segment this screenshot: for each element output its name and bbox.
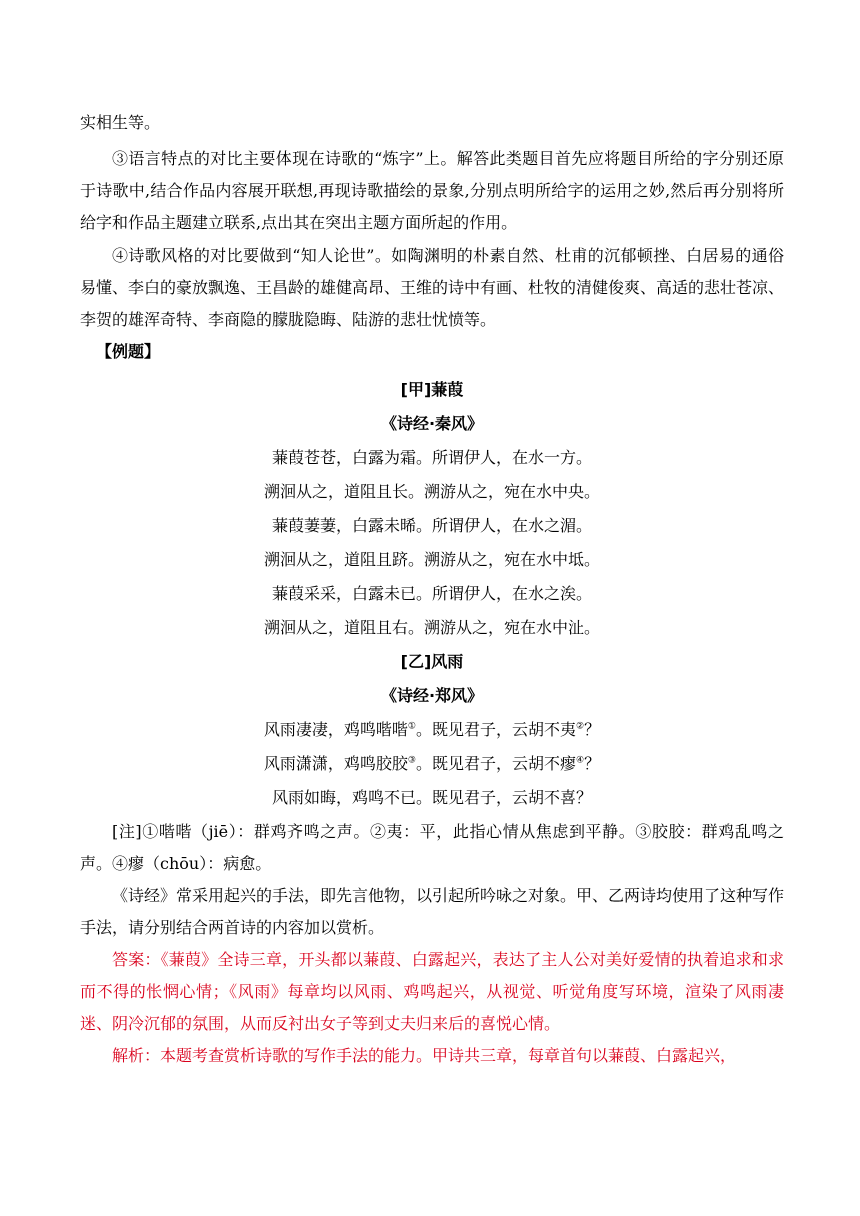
analysis-paragraph: 解析：本题考查赏析诗歌的写作手法的能力。甲诗共三章，每章首句以蒹葭、白露起兴， <box>112 1046 737 1065</box>
footnote-marker: ① <box>407 721 416 732</box>
poem-b-line: 风雨如晦，鸡鸣不已。既见君子，云胡不喜？ <box>271 788 592 807</box>
notes-paragraph: [注]①喈喈（jiē）：群鸡齐鸣之声。②夷：平，此指心情从焦虑到平静。③胶胶：群鸡乱鸣之声。④瘳（chōu）：病愈。 <box>80 822 784 873</box>
question-paragraph: 《诗经》常采用起兴的手法，即先言他物，以引起所吟咏之对象。甲、乙两诗均使用了这种写作手法，请分别结合两首诗的内容加以赏析。 <box>80 886 785 937</box>
poem-b-title: [乙]风雨 <box>400 652 464 671</box>
poem-b-line <box>80 747 784 781</box>
poem-b <box>80 645 784 815</box>
footnote-marker: ④ <box>576 755 585 766</box>
paragraph-language-features: ③语言特点的对比主要体现在诗歌的“炼字”上。解答此类题目首先应将题目所给的字分别还原于诗歌中,结合作品内容展开联想,再现诗歌描绘的景象,分别点明所给字的运用之妙,然后再分别将所给字和作品主题建立联系,点出其在突出主题方面所起的作用。 <box>80 149 784 232</box>
poem-b-text: 风雨凄凄，鸡鸣喈喈 <box>263 720 408 739</box>
poem-a <box>80 373 784 645</box>
poem-b-text: ？ <box>584 754 601 773</box>
footnote-marker: ③ <box>407 755 416 766</box>
poem-b-line <box>80 713 784 747</box>
paragraph-poetry-style: ④诗歌风格的对比要做到“知人论世”。如陶渊明的朴素自然、杜甫的沉郁顿挫、白居易的通俗易懂、李白的豪放飘逸、王昌龄的雄健高昂、王维的诗中有画、杜牧的清健俊爽、高适的悲壮苍凉、李贺的雄浑奇特、李商隐的朦胧隐晦、陆游的悲壮忧愤等。 <box>80 246 785 329</box>
poem-a-line: 蒹葭萋萋，白露未晞。所谓伊人，在水之湄。 <box>271 516 592 535</box>
poem-b-text: 。既见君子，云胡不夷 <box>415 720 576 739</box>
poem-a-title: [甲]蒹葭 <box>400 380 464 399</box>
poem-a-source: 《诗经·秦风》 <box>380 414 484 433</box>
answer-paragraph: 答案：《蒹葭》全诗三章，开头都以蒹葭、白露起兴，表达了主人公对美好爱情的执着追求和求而不得的怅惘心情；《风雨》每章均以风雨、鸡鸣起兴，从视觉、听觉角度写环境，渲染了风雨凄迷、阴冷沉郁的氛围，从而反衬出女子等到丈夫归来后的喜悦心情。 <box>80 950 784 1033</box>
poem-b-text: ？ <box>584 720 601 739</box>
poem-a-line: 蒹葭苍苍，白露为霜。所谓伊人，在水一方。 <box>271 448 592 467</box>
poem-a-line: 溯洄从之，道阻且跻。溯游从之，宛在水中坻。 <box>263 550 600 569</box>
poem-a-line: 溯洄从之，道阻且右。溯游从之，宛在水中沚。 <box>263 618 600 637</box>
paragraph-continuation: 实相生等。 <box>80 113 161 132</box>
poem-b-text: 风雨潇潇，鸡鸣胶胶 <box>263 754 408 773</box>
example-label: 【例题】 <box>96 342 161 361</box>
footnote-marker: ② <box>576 721 585 732</box>
poem-a-line: 溯洄从之，道阻且长。溯游从之，宛在水中央。 <box>263 482 600 501</box>
poem-b-source: 《诗经·郑风》 <box>380 686 484 705</box>
poem-a-line: 蒹葭采采，白露未已。所谓伊人，在水之涘。 <box>271 584 592 603</box>
poem-b-text: 。既见君子，云胡不瘳 <box>415 754 576 773</box>
